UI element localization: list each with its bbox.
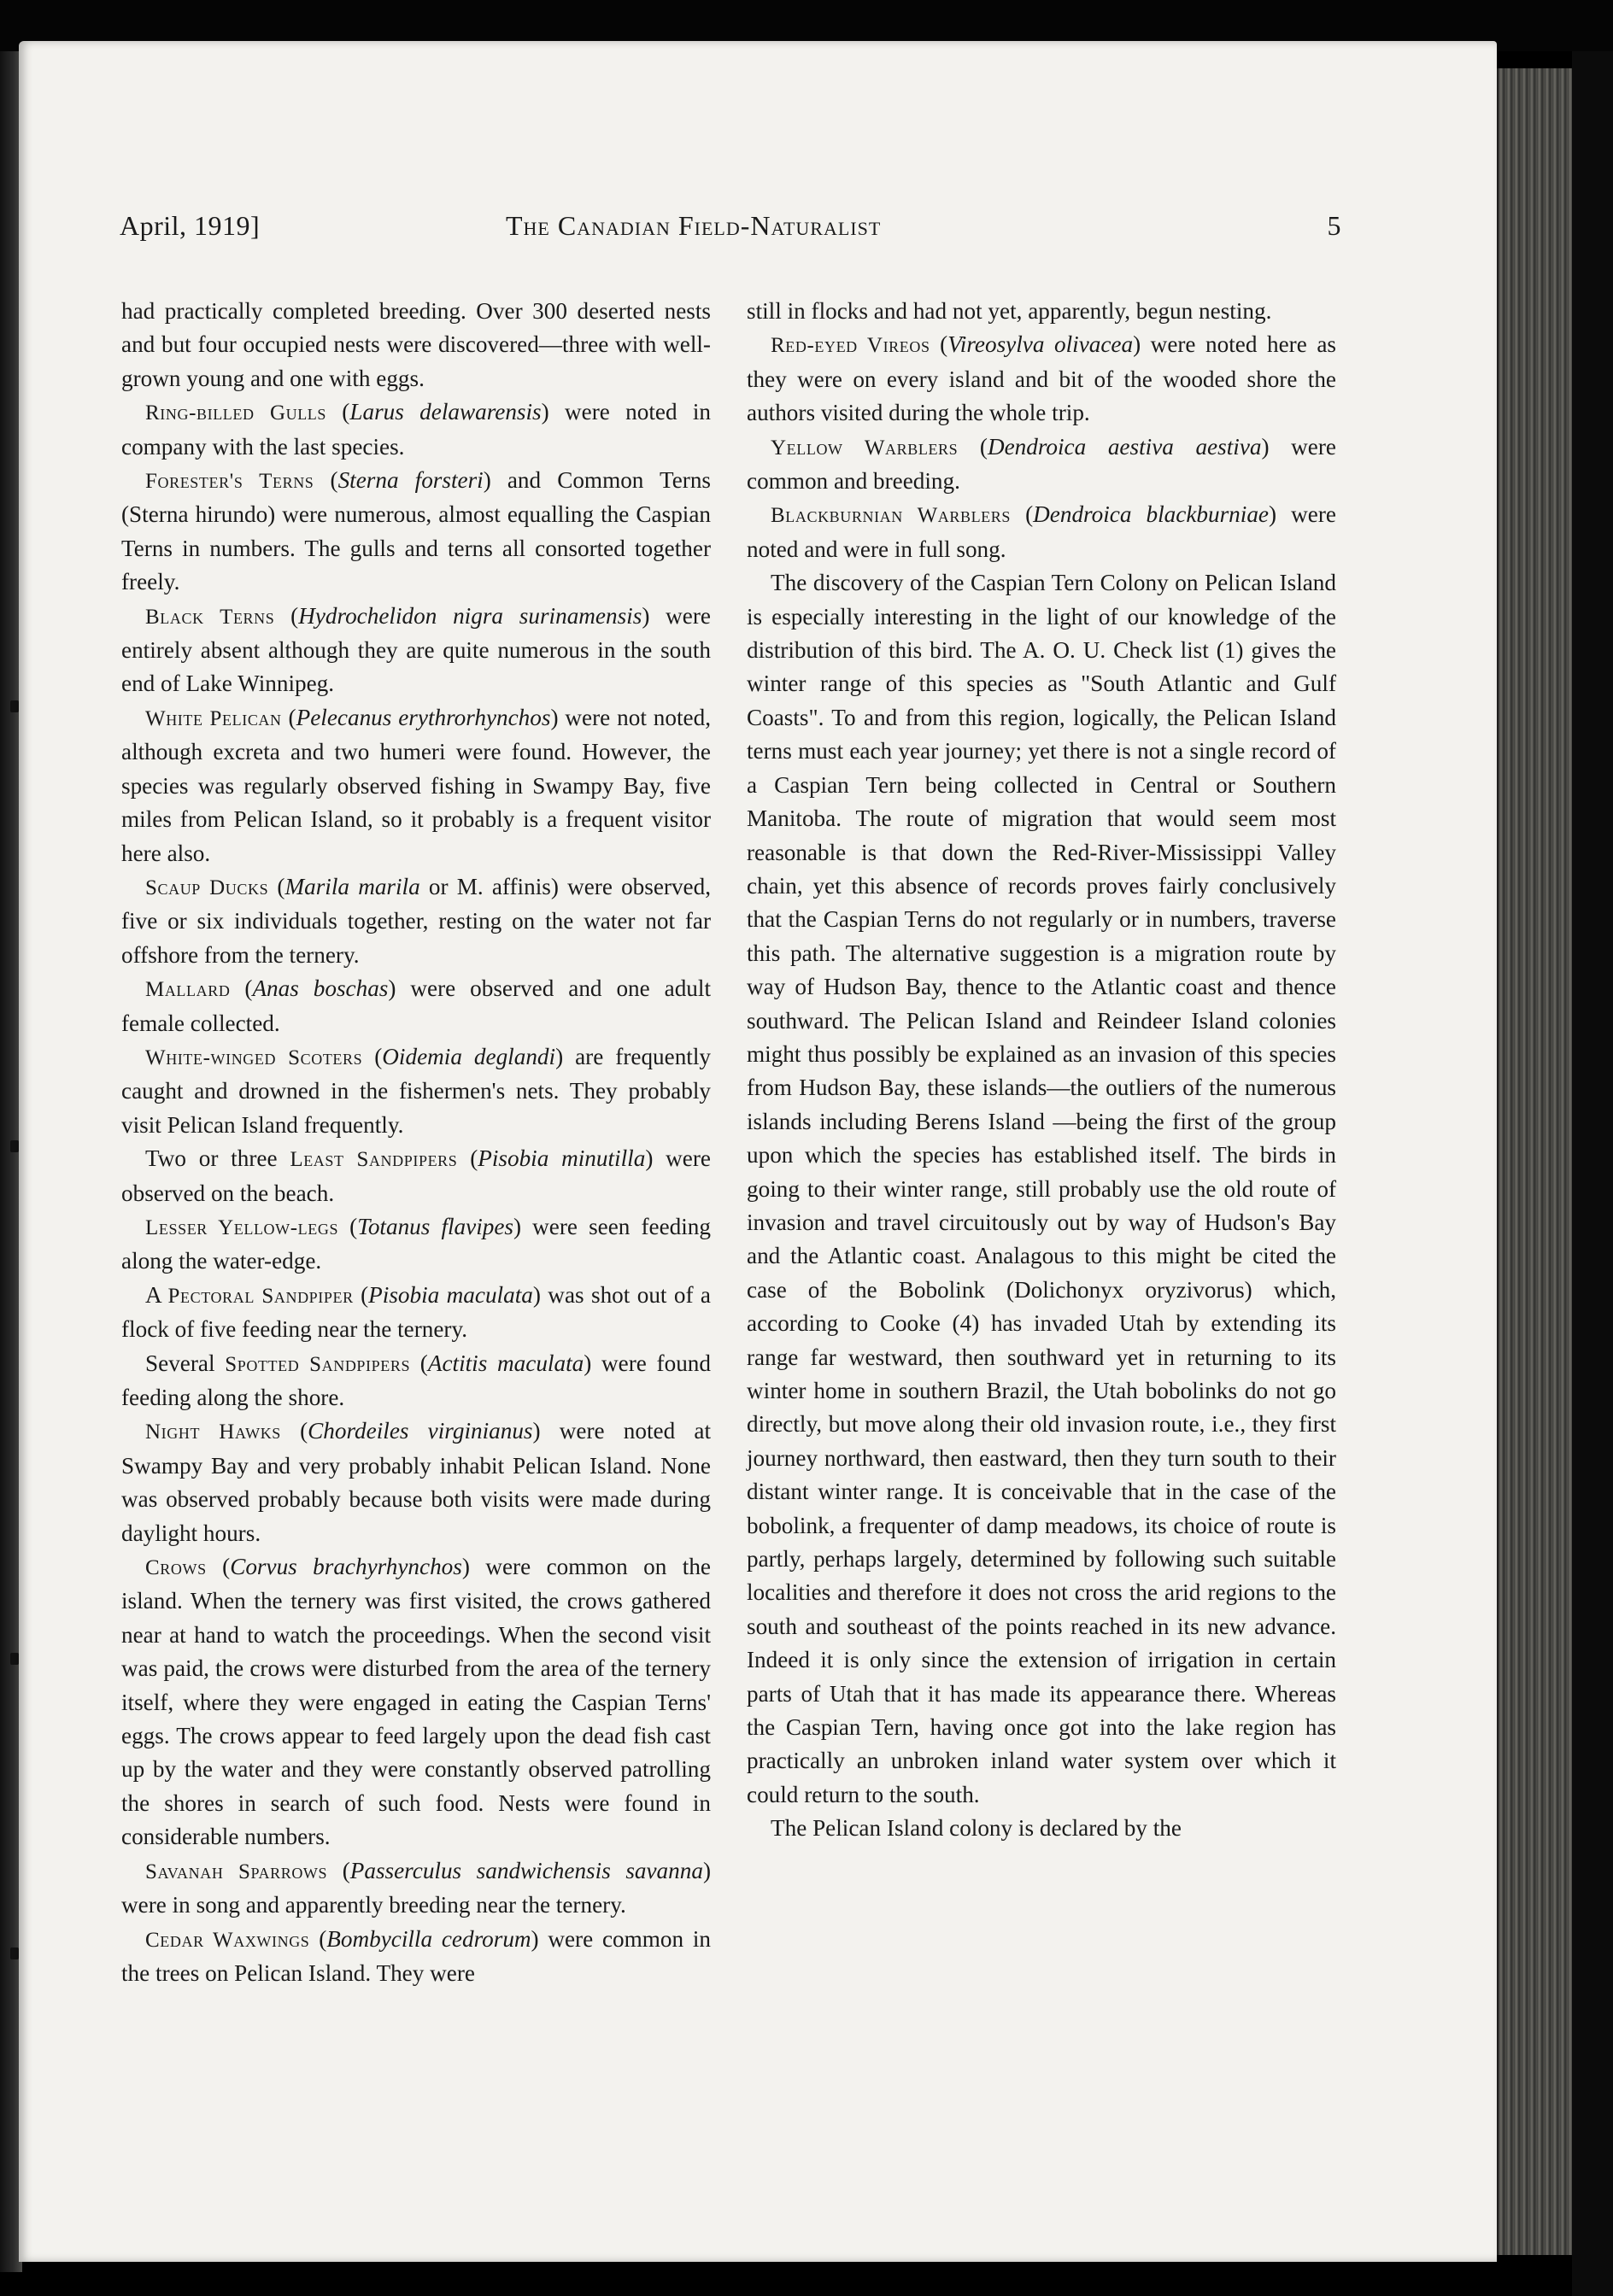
left-text-column (121, 295, 711, 1990)
species-common-name: Cedar Waxwings (145, 1928, 310, 1952)
scan-right-border (1572, 51, 1613, 2296)
species-scientific-name: Oidemia deglandi (382, 1043, 556, 1069)
paragraph-connector-text: ( (958, 433, 988, 460)
species-scientific-name: Larus delawarensis (349, 399, 542, 425)
paragraph-body-text: ) were in song and apparently breeding near the ternery. (121, 1857, 711, 1918)
paragraph (121, 395, 711, 464)
paragraph-connector-text: ( (1011, 501, 1034, 528)
paragraph-body-text: ) were found feeding along the shore. (121, 1350, 711, 1410)
paragraph-connector-text: ( (362, 1043, 383, 1069)
species-common-name: Ring-billed Gulls (145, 401, 326, 425)
paragraph (121, 1854, 711, 1923)
species-common-name: Scaup Ducks (145, 876, 269, 899)
paragraph (121, 295, 711, 395)
paragraph (121, 600, 711, 701)
paragraph (747, 328, 1336, 430)
paragraph-connector-text: ( (338, 1213, 358, 1239)
paragraph-body-text: ) were entirely absent although they are quite numerous in the south end of Lake Winnipeg. (121, 602, 711, 697)
paragraph-body-text: ) were noted at Swampy Bay and very probably inhabit Pelican Island. None was observed probably because both visits were made during daylight hours. (121, 1418, 711, 1546)
paragraph (121, 972, 711, 1040)
paragraph-connector-text: ( (309, 1925, 327, 1952)
running-head (120, 210, 1341, 253)
paragraph-connector-text: ( (457, 1145, 478, 1172)
paragraph-connector-text: ( (268, 873, 285, 899)
paragraph (121, 1550, 711, 1854)
species-common-name: Lesser Yellow-legs (145, 1215, 339, 1239)
species-common-name: Black Terns (145, 605, 275, 629)
species-common-name: Red-eyed Vireos (771, 334, 930, 358)
issue-date: April, 1919] (120, 210, 261, 241)
paragraph-body-text: still in flocks and had not yet, apparently, begun nesting. (747, 298, 1272, 324)
margin-mark (10, 1948, 19, 1959)
species-scientific-name: Bombycilla cedrorum (326, 1925, 531, 1952)
species-common-name: White Pelican (145, 706, 282, 730)
paragraph-connector-text: ( (930, 331, 948, 358)
paragraph (121, 1279, 711, 1347)
paragraph-body-text: ) was shot out of a flock of five feeding near the ternery. (121, 1281, 711, 1343)
species-scientific-name: Passerculus sandwichensis savanna (349, 1857, 703, 1883)
paragraph (121, 1040, 711, 1142)
species-scientific-name: Pisobia minutilla (478, 1145, 646, 1172)
paragraph-body-text: ) and Common Terns (Sterna hirundo) were numerous, almost equalling the Caspian Terns in numbers. The gulls and terns all consorted together freely. (121, 467, 712, 595)
paragraph-body-text: ) were seen feeding along the water-edge. (121, 1213, 711, 1274)
species-common-name: Night Hawks (145, 1420, 281, 1444)
paragraph-connector-text: ( (326, 399, 350, 425)
margin-mark (10, 1653, 19, 1665)
species-scientific-name: Totanus flavipes (357, 1213, 514, 1239)
paragraph-body-text: or M. affinis) were observed, five or six individuals together, resting on the water not far offshore from the ternery. (121, 873, 712, 968)
paragraph-body-text: ) were noted here as they were on every island and bit of the wooded shore the authors visited during the whole trip. (747, 331, 1336, 426)
paragraph (121, 701, 711, 870)
paragraph-connector-text: ( (280, 1418, 308, 1444)
species-common-name: Forester's Terns (145, 470, 314, 494)
paragraph (121, 1923, 711, 1991)
species-common-name: Savanah Sparrows (145, 1860, 328, 1883)
paragraph-body-text: ) were common on the island. When the ternery was first visited, the crows gathered near at hand to watch the proceedings. When the second visit was paid, the crows were disturbed from the area of the ternery itself, where they were engaged in eating the Caspian Terns' eggs. The crows appear to feed largely upon the dead fish cast up by the water and they were constantly observed patrolling the shores in search of such food. Nests were found in considerable numbers. (121, 1554, 711, 1850)
species-common-name: White-winged Scoters (145, 1046, 363, 1069)
species-scientific-name: Corvus brachyrhynchos (230, 1554, 462, 1580)
paragraph (747, 1812, 1336, 1845)
species-common-name: Least Sandpipers (290, 1148, 458, 1172)
margin-mark (10, 1140, 19, 1152)
species-scientific-name: Dendroica aestiva aestiva (987, 433, 1262, 460)
paragraph-body-text: ) were common in the trees on Pelican Island. They were (121, 1925, 711, 1986)
paragraph-connector-text: ( (206, 1554, 231, 1580)
paragraph-body-text: The Pelican Island colony is declared by the (771, 1815, 1182, 1842)
species-scientific-name: Hydrochelidon nigra surinamensis (298, 602, 642, 629)
paragraph-connector-text: ( (274, 602, 299, 629)
paragraph-connector-text: ( (327, 1857, 350, 1883)
page-number: 5 (1327, 210, 1341, 241)
paragraph-connector-text: ( (353, 1281, 369, 1308)
paragraph (747, 498, 1336, 566)
paragraph-body-text: ) are frequently caught and drowned in the fishermen's nets. They probably visit Pelican Island frequently. (121, 1043, 712, 1138)
paragraph-body-text: ) were common and breeding. (747, 433, 1336, 495)
paragraph (121, 464, 711, 600)
species-scientific-name: Anas boschas (252, 975, 389, 1002)
paragraph (121, 1347, 711, 1415)
paragraph (121, 1414, 711, 1550)
species-common-name: Mallard (145, 978, 231, 1002)
species-scientific-name: Actitis maculata (427, 1350, 584, 1376)
paragraph-body-text: had practically completed breeding. Over 300 deserted nests and but four occupied nests were discovered—three with well-grown young and one with eggs. (121, 298, 711, 391)
paragraph-lead-text: Several (145, 1350, 226, 1376)
journal-title: The Canadian Field-Naturalist (506, 210, 882, 241)
paragraph (747, 430, 1336, 499)
species-common-name: Yellow Warblers (771, 436, 959, 460)
paragraph (121, 870, 711, 972)
paragraph-connector-text: ( (410, 1350, 428, 1376)
paragraph-lead-text: Two or three (145, 1145, 290, 1172)
paragraph-body-text: ) were observed and one adult female collected. (121, 975, 712, 1036)
paragraph-connector-text: ( (230, 975, 253, 1002)
margin-mark (10, 700, 19, 712)
species-scientific-name: Marila marila (284, 873, 420, 899)
paragraph-body-text: ) were observed on the beach. (121, 1145, 711, 1206)
paragraph-body-text: The discovery of the Caspian Tern Colony on Pelican Island is especially interesting in the light of our knowledge of the distribution of this bird. The A. O. U. Check list (1) gives the winter range of this species as "South Atlantic and Gulf Coasts". To and from this region, logically, the Pelican Island terns must each year journey; yet there is not a single record of a Caspian Tern being collected in Central or Southern Manitoba. The route of migration that would seem most reasonable is that down the Red-River-Mississippi Valley chain, yet this absence of records proves fairly conclusively that the Caspian Terns do not regularly or in numbers, traverse this path. The alternative suggestion is a migration route by way of Hudson Bay, thence to the Atlantic coast and thence southward. The Pelican Island and Reindeer Island colonies might thus possibly be explained as an invasion of this species from Hudson Bay, these islands—the outliers of the numerous islands including Berens Island —being the first of the group upon which the species has established itself. The birds in going to their winter range, still probably use the old route of invasion and travel circuitously out by way of Hudson's Bay and the Atlantic coast. Analagous to this might be cited the case of the Bobolink (Dolichonyx oryzivorus) which, according to Cooke (4) has invaded Utah by extending its range far westward, then southward yet in returning to its winter home in southern Brazil, the Utah bobolinks do not go directly, but move along their old invasion route, i.e., they first journey northward, then eastward, then they turn south to their distant winter range. It is conceivable that in the case of the bobolink, a frequenter of damp meadows, its choice of route is partly, perhaps largely, determined by following such suitable localities and therefore it does not cross the arid regions to the south and southeast of the points reached in its new advance. Indeed it is only since the extension of irrigation in certain parts of Utah that it has made its appearance there. Whereas the Caspian Tern, having once got into the lake region has practically an unbroken inland water system over which it could return to the south. (747, 570, 1336, 1807)
paragraph-connector-text: ( (281, 704, 296, 730)
species-scientific-name: Vireosylva olivacea (947, 331, 1134, 358)
paragraph-connector-text: ( (314, 467, 338, 494)
paragraph-lead-text: A (145, 1281, 168, 1308)
paragraph-body-text: ) were not noted, although excreta and two humeri were found. However, the species was regularly observed fishing in Swampy Bay, five miles from Pelican Island, so it probably is a frequent visitor here also. (121, 704, 711, 866)
species-scientific-name: Pelecanus erythrorhynchos (296, 704, 551, 730)
paragraph (747, 566, 1336, 1812)
species-common-name: Blackburnian Warblers (771, 504, 1011, 528)
species-scientific-name: Pisobia maculata (368, 1281, 533, 1308)
paragraph (121, 1210, 711, 1279)
right-text-column (747, 295, 1336, 1846)
paragraph (747, 295, 1336, 328)
species-common-name: Spotted Sandpipers (225, 1352, 411, 1376)
paragraph (121, 1142, 711, 1210)
paragraph-body-text: ) were noted in company with the last species. (121, 399, 711, 460)
species-common-name: Crows (145, 1556, 207, 1580)
species-scientific-name: Chordeiles virginianus (308, 1418, 533, 1444)
species-scientific-name: Sterna forsteri (337, 467, 484, 494)
paragraph-body-text: ) were noted and were in full song. (747, 501, 1336, 562)
species-scientific-name: Dendroica blackburniae (1033, 501, 1269, 528)
species-common-name: Pectoral Sandpiper (167, 1284, 354, 1308)
